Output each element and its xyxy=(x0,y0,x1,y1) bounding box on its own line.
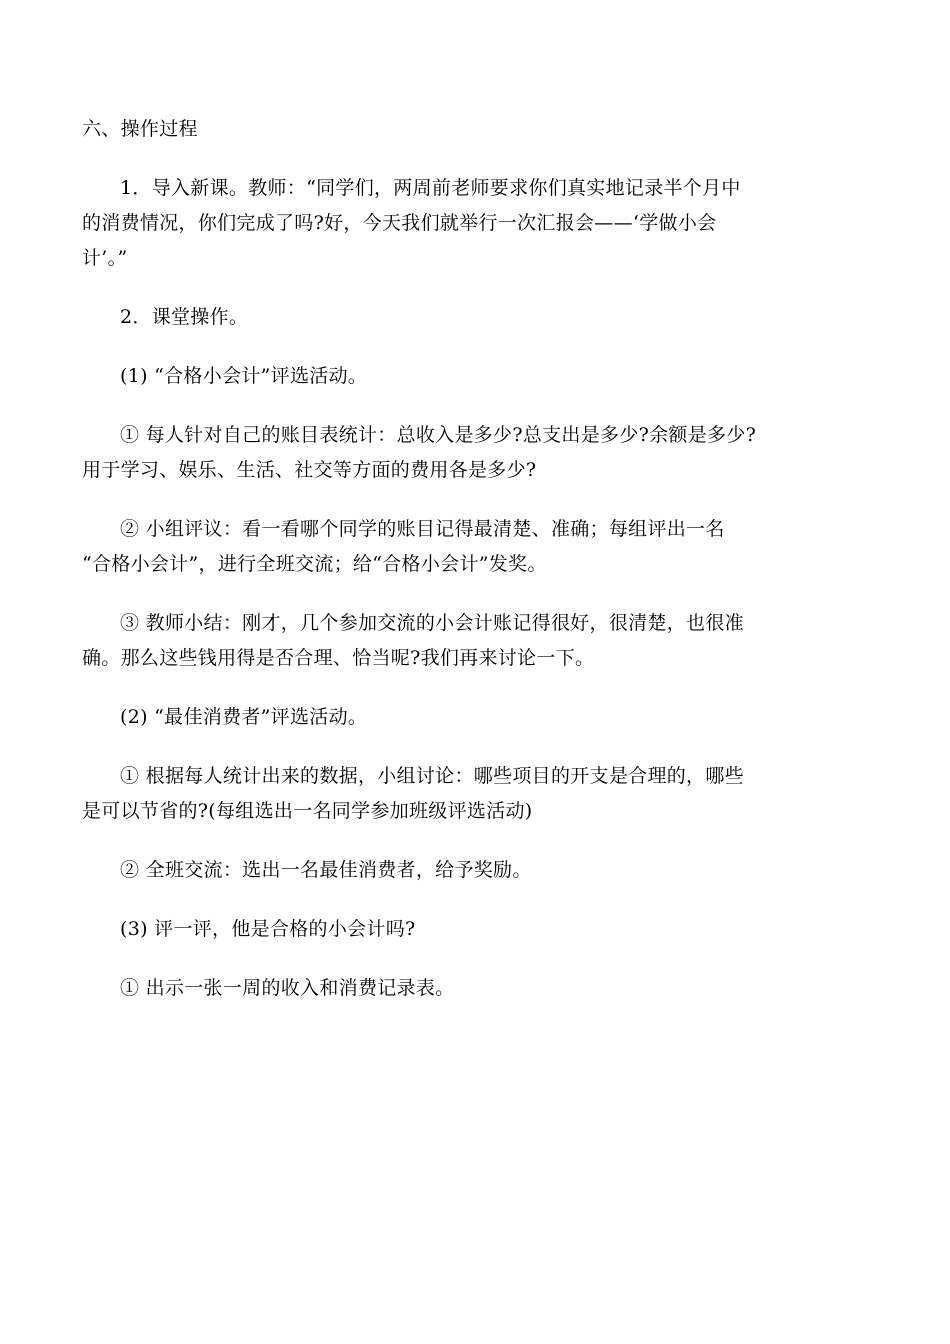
paragraph-activity-1-step-1 xyxy=(82,418,788,488)
paragraph-activity-3-step-1 xyxy=(82,971,788,1006)
paragraph-line: ① 出示一张一周的收入和消费记录表。 xyxy=(120,977,455,999)
paragraph-line: 2．课堂操作。 xyxy=(120,306,249,328)
paragraph-import-lesson xyxy=(82,171,788,276)
paragraph-line: ② 全班交流：选出一名最佳消费者，给予奖励。 xyxy=(120,859,532,881)
document-body xyxy=(82,112,788,1030)
paragraph-activity-3 xyxy=(82,912,788,947)
paragraph-activity-2-step-1 xyxy=(82,759,788,829)
paragraph-line: 的消费情况，你们完成了吗?好，今天我们就举行一次汇报会——‘学做小会 xyxy=(82,212,717,234)
paragraph-line: ① 每人针对自己的账目表统计：总收入是多少?总支出是多少?余额是多少? xyxy=(120,424,757,446)
section-heading: 六、操作过程 xyxy=(82,118,198,140)
paragraph-activity-2 xyxy=(82,700,788,735)
paragraph-line: 是可以节省的?(每组选出一名同学参加班级评选活动) xyxy=(82,800,533,822)
paragraph-activity-1-step-2 xyxy=(82,512,788,582)
paragraph-activity-2-step-2 xyxy=(82,853,788,888)
paragraph-activity-1 xyxy=(82,359,788,394)
paragraph-line: (3) 评一评，他是合格的小会计吗? xyxy=(120,918,416,940)
paragraph-line: (2) “最佳消费者”评选活动。 xyxy=(120,706,368,728)
paragraph-line: 1．导入新课。教师：“同学们，两周前老师要求你们真实地记录半个月中 xyxy=(120,177,741,199)
paragraph-line: 确。那么这些钱用得是否合理、恰当呢?我们再来讨论一下。 xyxy=(82,647,595,669)
paragraph-line: ② 小组评议：看一看哪个同学的账目记得最清楚、准确；每组评出一名 xyxy=(120,518,725,540)
paragraph-line: ③ 教师小结：刚才，几个参加交流的小会计账记得很好，很清楚，也很准 xyxy=(120,612,744,634)
paragraph-line: “合格小会计”，进行全班交流；给“合格小会计”发奖。 xyxy=(82,553,547,575)
paragraph-class-operation xyxy=(82,300,788,335)
paragraph-line: ① 根据每人统计出来的数据，小组讨论：哪些项目的开支是合理的，哪些 xyxy=(120,765,744,787)
paragraph-line: 计’。” xyxy=(82,247,128,269)
paragraph-line: (1) “合格小会计”评选活动。 xyxy=(120,365,368,387)
paragraph-activity-1-step-3 xyxy=(82,606,788,676)
paragraph-line: 用于学习、娱乐、生活、社交等方面的费用各是多少? xyxy=(82,459,537,481)
